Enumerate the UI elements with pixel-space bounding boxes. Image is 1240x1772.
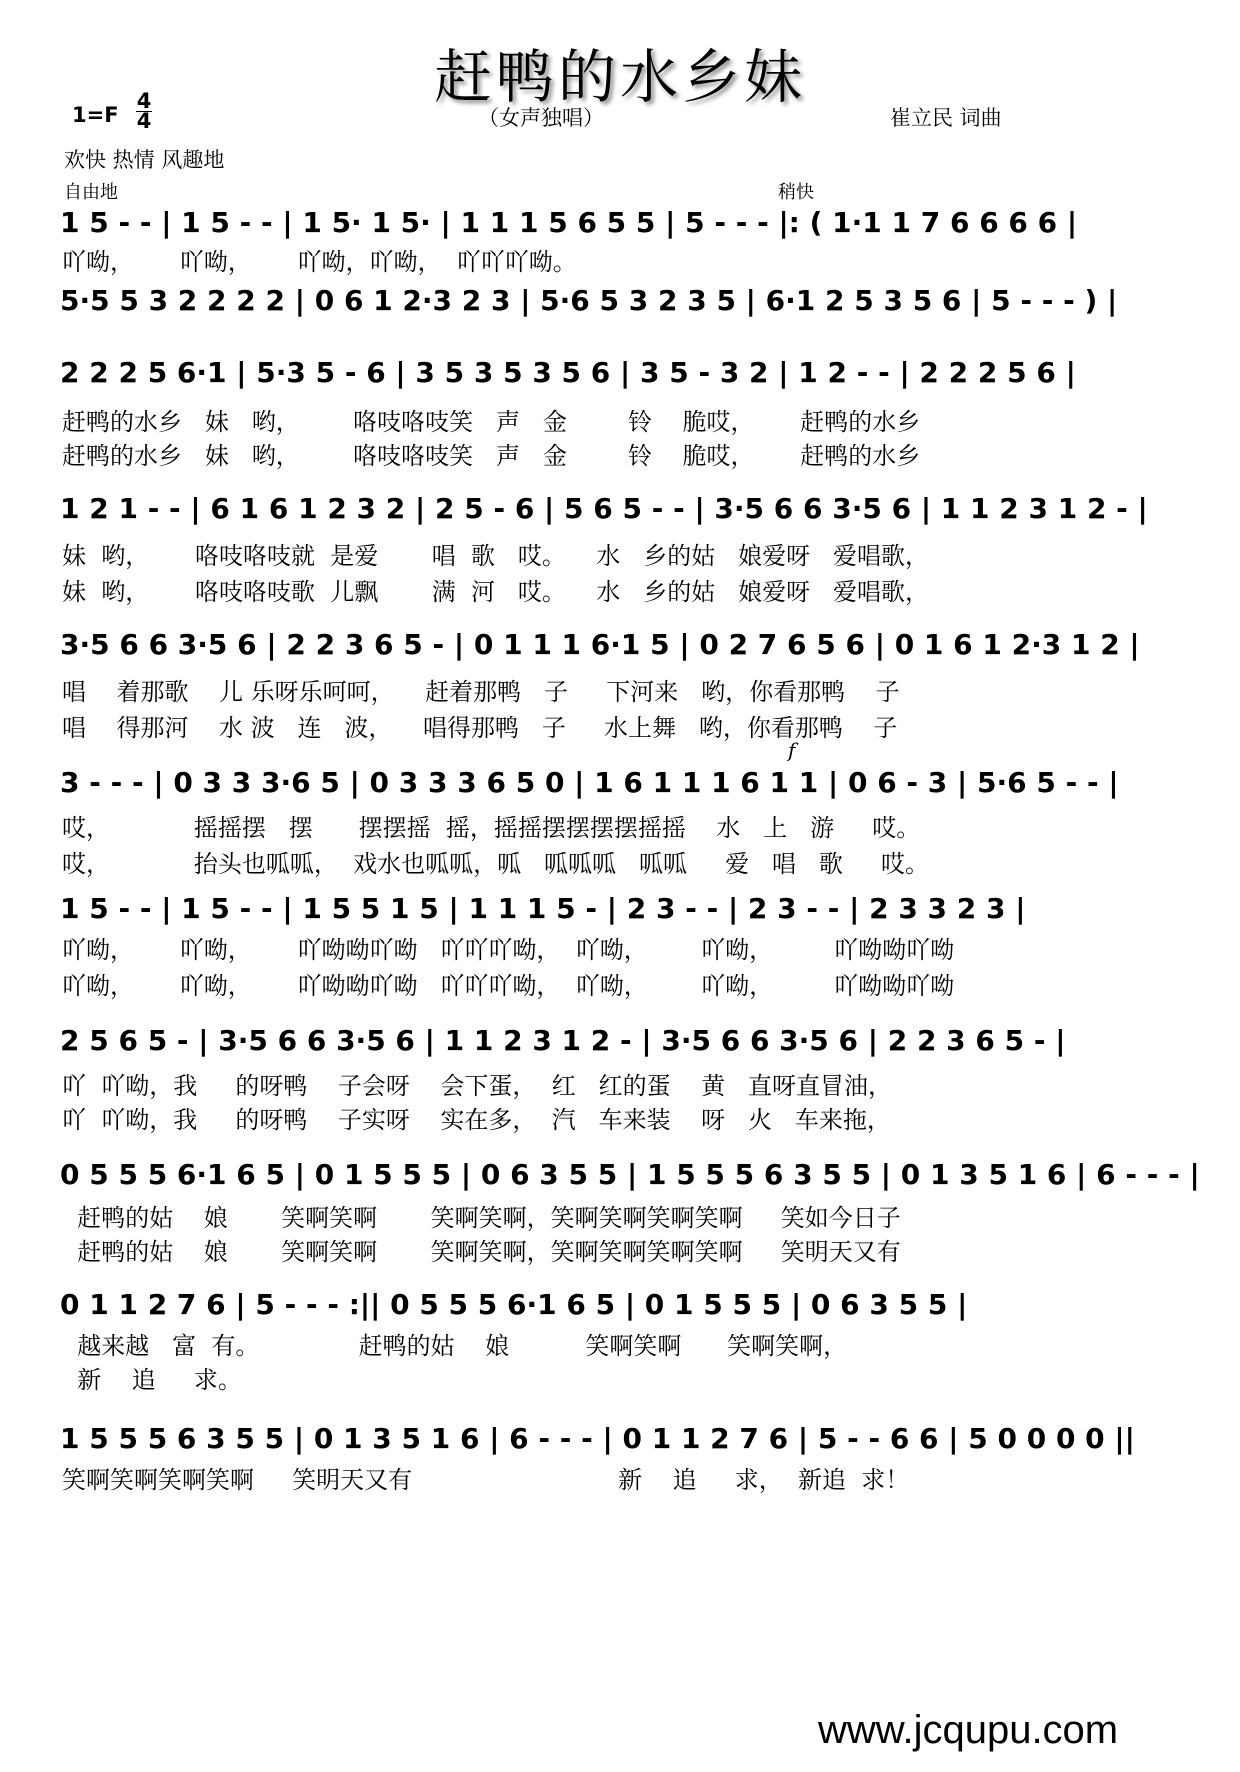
time-signature — [136, 89, 152, 133]
tempo-marking: 欢快 热情 风趣地 — [64, 148, 225, 172]
site-watermark: www.jcqupu.com — [818, 1708, 1119, 1752]
lyric-line-6a: 哎， 摇摇摆 摆 摆摆摇 摇，摇摇摆摆摆摆摇摇 水 上 游 哎。 — [62, 814, 921, 842]
notation-line-11: 1 5 5 5 6 3 5 5 | 0 1 3 5 1 6 | 6 - - - | 0 1 1 2 7 6 | 5 - - 6 6 | 5 0 0 0 0 || — [60, 1422, 1135, 1455]
time-numerator: 4 — [136, 89, 152, 113]
lyric-line-4b: 妹 哟， 咯吱咯吱歌 儿飘 满 河 哎。 水 乡的姑 娘爱呀 爱唱歌， — [62, 578, 930, 606]
author-credit: 崔立民 词曲 — [890, 106, 1002, 130]
notation-line-6: 3 - - - | 0 3 3 3·6 5 | 0 3 3 3 6 5 0 | 1 6 1 1 1 6 1 1 | 0 6 - 3 | 5·6 5 - - | — [60, 766, 1119, 799]
lyric-line-11a: 笑啊笑啊笑啊笑啊 笑明天又有 新 追 求， 新追 求！ — [62, 1466, 910, 1494]
lyric-line-10a: 越来越 富 有。 赶鸭的姑 娘 笑啊笑啊 笑啊笑啊， — [62, 1332, 848, 1360]
lyric-line-6b: 哎， 抬头也呱呱， 戏水也呱呱，呱 呱呱呱 呱呱 爱 唱 歌 哎。 — [62, 850, 930, 878]
lyric-line-7b: 吖呦， 吖呦， 吖呦呦吖呦 吖吖吖呦， 吖呦， 吖呦， 吖呦呦吖呦 — [62, 972, 955, 1000]
subtitle: （女声独唱） — [478, 106, 604, 130]
lyric-line-8a: 吖 吖呦，我 的呀鸭 子会呀 会下蛋， 红 红的蛋 黄 直呀直冒油， — [62, 1072, 892, 1100]
time-denominator: 4 — [136, 109, 152, 133]
notation-line-2: 5·5 5 3 2 2 2 2 | 0 6 1 2·3 2 3 | 5·6 5 3 2 3 5 | 6·1 2 5 3 5 6 | 5 - - - ) | — [60, 284, 1118, 317]
lyric-line-1a: 吖呦， 吖呦， 吖呦，吖呦， 吖吖吖呦。 — [62, 248, 577, 276]
notation-line-5: 3·5 6 6 3·5 6 | 2 2 3 6 5 - | 0 1 1 1 6·1 5 | 0 2 7 6 5 6 | 0 1 6 1 2·3 1 2 | — [60, 628, 1140, 661]
lyric-line-9a: 赶鸭的姑 娘 笑啊笑啊 笑啊笑啊，笑啊笑啊笑啊笑啊 笑如今日子 — [62, 1204, 901, 1232]
dynamic-forte: f — [788, 738, 796, 762]
notation-line-1: 1 5 - - | 1 5 - - | 1 5· 1 5· | 1 1 1 5 6 5 5 | 5 - - - |: ( 1·1 1 7 6 6 6 6 | — [60, 206, 1078, 239]
notation-line-4: 1 2 1 - - | 6 1 6 1 2 3 2 | 2 5 - 6 | 5 6 5 - - | 3·5 6 6 3·5 6 | 1 1 2 3 1 2 - | — [60, 492, 1148, 525]
lyric-line-4a: 妹 哟， 咯吱咯吱就 是爱 唱 歌 哎。 水 乡的姑 娘爱呀 爱唱歌， — [62, 542, 930, 570]
lyric-line-8b: 吖 吖呦，我 的呀鸭 子实呀 实在多， 汽 车来装 呀 火 车来拖， — [62, 1106, 891, 1134]
lyric-line-5b: 唱 得那河 水 波 连 波， 唱得那鸭 子 水上舞 哟，你看那鸭 子 — [62, 714, 898, 742]
lyric-line-5a: 唱 着那歌 儿 乐呀乐呵呵， 赶着那鸭 子 下河来 哟，你看那鸭 子 — [62, 678, 900, 706]
lyric-line-10b: 新 追 求。 — [62, 1366, 242, 1394]
notation-line-10: 0 1 1 2 7 6 | 5 - - - :|| 0 5 5 5 6·1 6 5 | 0 1 5 5 5 | 0 6 3 5 5 | — [60, 1288, 968, 1321]
key-signature: 1=F — [72, 103, 119, 127]
notation-line-7: 1 5 - - | 1 5 - - | 1 5 5 1 5 | 1 1 1 5 - | 2 3 - - | 2 3 - - | 2 3 3 2 3 | — [60, 892, 1026, 925]
faster-tempo-mark: 稍快 — [778, 182, 814, 203]
free-tempo-mark: 自由地 — [64, 182, 118, 203]
notation-line-9: 0 5 5 5 6·1 6 5 | 0 1 5 5 5 | 0 6 3 5 5 | 1 5 5 5 6 3 5 5 | 0 1 3 5 1 6 | 6 - - - | — [60, 1158, 1200, 1191]
lyric-line-7a: 吖呦， 吖呦， 吖呦呦吖呦 吖吖吖呦， 吖呦， 吖呦， 吖呦呦吖呦 — [62, 936, 955, 964]
lyric-line-3a: 赶鸭的水乡 妹 哟， 咯吱咯吱笑 声 金 铃 脆哎， 赶鸭的水乡 — [62, 408, 921, 436]
lyric-line-9b: 赶鸭的姑 娘 笑啊笑啊 笑啊笑啊，笑啊笑啊笑啊笑啊 笑明天又有 — [62, 1238, 901, 1266]
notation-line-8: 2 5 6 5 - | 3·5 6 6 3·5 6 | 1 1 2 3 1 2 - | 3·5 6 6 3·5 6 | 2 2 3 6 5 - | — [60, 1024, 1066, 1057]
notation-line-3: 2 2 2 5 6·1 | 5·3 5 - 6 | 3 5 3 5 3 5 6 | 3 5 - 3 2 | 1 2 - - | 2 2 2 5 6 | — [60, 356, 1076, 389]
lyric-line-3b: 赶鸭的水乡 妹 哟， 咯吱咯吱笑 声 金 铃 脆哎， 赶鸭的水乡 — [62, 442, 921, 470]
song-title: 赶鸭的水乡妹 — [433, 43, 806, 111]
